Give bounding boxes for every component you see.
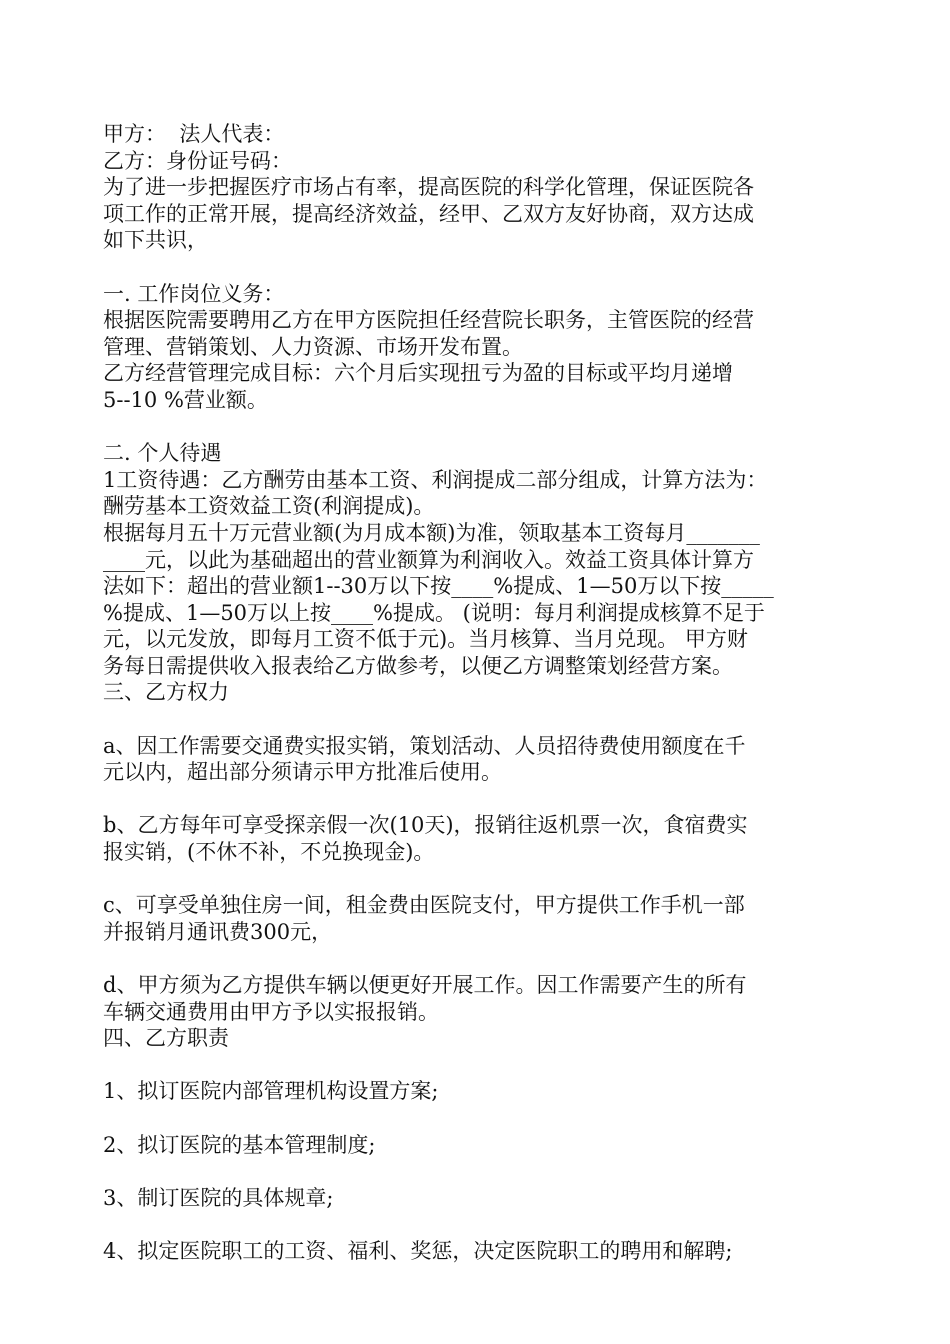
- text-line: b、乙方每年可享受探亲假一次(10天)，报销往返机票一次，食宿费实: [103, 813, 748, 838]
- text-line: %提成、1—50万以上按____%提成。 (说明：每月利润提成核算不足于: [103, 600, 765, 625]
- text-line: 车辆交通费用由甲方予以实报报销。: [103, 999, 439, 1024]
- text-line: 为了进一步把握医疗市场占有率，提高医院的科学化管理，保证医院各: [103, 175, 754, 200]
- spacer: [103, 254, 863, 281]
- contract-document: [103, 121, 863, 1265]
- section-4-title: 四、乙方职责: [103, 1026, 229, 1051]
- duty-item-2: 2、拟订医院的基本管理制度;: [103, 1132, 376, 1157]
- text-line: 如下共识，: [103, 228, 208, 253]
- spacer: [103, 1211, 863, 1238]
- section-2-body: [103, 467, 863, 680]
- spacer: [103, 1158, 863, 1185]
- duty-item-4: 4、拟定医院职工的工资、福利、奖惩，决定医院职工的聘用和解聘;: [103, 1238, 733, 1263]
- text-line: 酬劳基本工资效益工资(利润提成)。: [103, 494, 435, 519]
- duty-item-3: 3、制订医院的具体规章;: [103, 1185, 334, 1210]
- text-line: 管理、营销策划、人力资源、市场开发布置。: [103, 334, 523, 359]
- duty-item-1: 1、拟订医院内部管理机构设置方案;: [103, 1079, 439, 1104]
- party-b-line: 乙方：身份证号码：: [103, 148, 292, 173]
- text-line: 乙方经营管理完成目标：六个月后实现扭亏为盈的目标或平均月递增: [103, 361, 733, 386]
- text-line: 元以内，超出部分须请示甲方批准后使用。: [103, 760, 502, 785]
- section-3-title: 三、乙方权力: [103, 680, 229, 705]
- spacer: [103, 1105, 863, 1132]
- text-line: d、甲方须为乙方提供车辆以便更好开展工作。因工作需要产生的所有: [103, 973, 747, 997]
- spacer: [103, 706, 863, 733]
- text-line: 报实销，(不休不补，不兑换现金)。: [103, 840, 435, 865]
- spacer: [103, 1052, 863, 1079]
- right-item-d: [103, 972, 863, 1025]
- text-line: 5--10 %营业额。: [103, 387, 268, 412]
- text-line: a、因工作需要交通费实报实销，策划活动、人员招待费使用额度在千: [103, 733, 746, 758]
- section-2-title: 二. 个人待遇: [103, 441, 222, 466]
- text-line: 并报销月通讯费300元，: [103, 919, 333, 944]
- text-line: c、可享受单独住房一间，租金费由医院支付，甲方提供工作手机一部: [103, 893, 745, 918]
- section-1-body: [103, 307, 863, 413]
- text-line: 项工作的正常开展，提高经济效益，经甲、乙双方友好协商，双方达成: [103, 201, 754, 226]
- spacer: [103, 945, 863, 972]
- text-line: ____元，以此为基础超出的营业额算为利润收入。效益工资具体计算方: [103, 547, 754, 572]
- spacer: [103, 414, 863, 441]
- text-line: 根据每月五十万元营业额(为月成本额)为准，领取基本工资每月_______: [103, 520, 760, 545]
- right-item-a: [103, 733, 863, 786]
- right-item-b: [103, 812, 863, 865]
- text-line: 务每日需提供收入报表给乙方做参考，以便乙方调整策划经营方案。: [103, 653, 733, 678]
- text-line: 法如下：超出的营业额1--30万以下按____%提成、1—50万以下按_____: [103, 574, 774, 599]
- spacer: [103, 866, 863, 893]
- spacer: [103, 786, 863, 813]
- text-line: 元，以元发放，即每月工资不低于元)。当月核算、当月兑现。 甲方财: [103, 627, 748, 652]
- text-line: 1工资待遇：乙方酬劳由基本工资、利润提成二部分组成，计算方法为：: [103, 467, 768, 492]
- party-a-line: 甲方： 法人代表：: [103, 122, 285, 146]
- right-item-c: [103, 892, 863, 945]
- intro-paragraph: [103, 174, 863, 254]
- text-line: 根据医院需要聘用乙方在甲方医院担任经营院长职务，主管医院的经营: [103, 308, 754, 333]
- section-1-title: 一. 工作岗位义务：: [103, 281, 285, 306]
